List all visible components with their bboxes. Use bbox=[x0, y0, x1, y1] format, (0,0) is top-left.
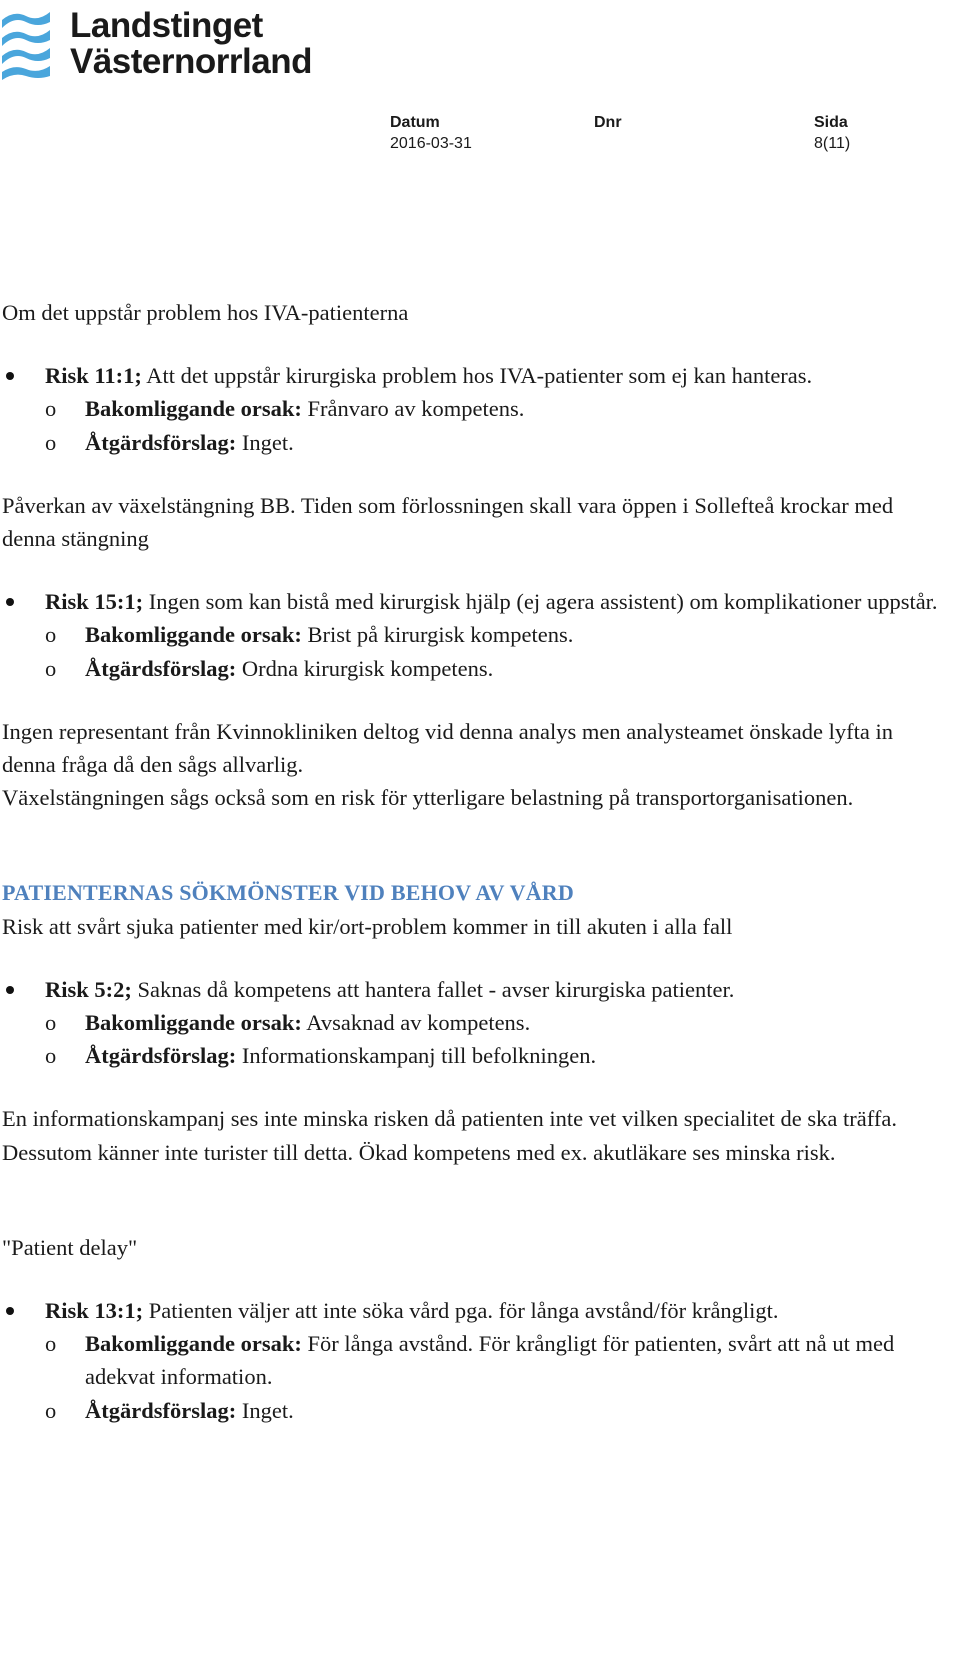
datum-label: Datum bbox=[390, 114, 440, 131]
patient-risk-item bbox=[2, 973, 952, 1073]
patient-action-label: Åtgärdsförslag: bbox=[85, 1043, 237, 1069]
sida-label: Sida bbox=[814, 114, 848, 131]
iva-section-title: Om det uppstår problem hos IVA-patienterna bbox=[2, 300, 409, 325]
delay-risk-label: Risk 13:1; bbox=[45, 1298, 144, 1324]
iva-cause-text: Frånvaro av kompetens. bbox=[301, 396, 525, 422]
patient-action-item bbox=[2, 1039, 952, 1072]
bb-cause-item bbox=[2, 618, 952, 651]
delay-risk-item bbox=[2, 1294, 952, 1427]
bb-cause-text: Brist på kirurgisk kompetens. bbox=[301, 622, 574, 648]
patient-cause-label: Bakomliggande orsak: bbox=[85, 1010, 302, 1036]
sub-marker: o bbox=[45, 655, 57, 681]
patient-risk-list bbox=[2, 973, 952, 1073]
sub-marker: o bbox=[45, 1397, 57, 1423]
sub-marker: o bbox=[45, 1331, 57, 1357]
iva-risk-label: Risk 11:1; bbox=[45, 363, 142, 389]
iva-risk-list bbox=[2, 359, 952, 459]
delay-action-item bbox=[2, 1394, 952, 1427]
sub-marker: o bbox=[45, 1043, 57, 1069]
sub-marker: o bbox=[45, 622, 57, 648]
bb-action-label: Åtgärdsförslag: bbox=[85, 655, 237, 681]
landstinget-logo bbox=[0, 6, 330, 86]
delay-action-label: Åtgärdsförslag: bbox=[85, 1397, 237, 1423]
patient-cause-item bbox=[2, 1006, 952, 1039]
logo-line-2: Västernorrland bbox=[70, 42, 312, 81]
sida-block bbox=[814, 114, 850, 153]
section-heading: PATIENTERNAS SÖKMÖNSTER VID BEHOV AV VÅRD bbox=[2, 880, 574, 906]
bb-section-title: Påverkan av växelstängning BB. Tiden som förlossningen skall vara öppen i Sollefteå krockar med denna stängning bbox=[2, 492, 894, 552]
patient-risk-text: Saknas då kompetens att hantera fallet - avser kirurgiska patienter. bbox=[131, 976, 735, 1002]
document-body bbox=[2, 296, 952, 1427]
delay-risk-text: Patienten väljer att inte söka vård pga. för långa avstånd/för krångligt. bbox=[143, 1298, 779, 1324]
delay-cause-label: Bakomliggande orsak: bbox=[85, 1331, 302, 1357]
sub-marker: o bbox=[45, 429, 57, 455]
iva-risk-item bbox=[2, 359, 952, 459]
patient-risk-label: Risk 5:2; bbox=[45, 976, 132, 1002]
iva-cause-item bbox=[2, 392, 952, 425]
delay-cause-text: För långa avstånd. För krångligt för patienten, svårt att nå ut med adekvat information. bbox=[85, 1331, 895, 1390]
dnr-block bbox=[594, 114, 622, 132]
iva-cause-label: Bakomliggande orsak: bbox=[85, 396, 302, 422]
patient-note: En informationskampanj ses inte minska risken då patienten inte vet vilken specialitet de ska träffa. Dessutom känner inte turister till detta. Ökad kompetens med ex. akutläkare ses minska risk. bbox=[2, 1106, 897, 1165]
sub-marker: o bbox=[45, 1010, 57, 1036]
bb-note-1: Ingen representant från Kvinnokliniken deltog vid denna analys men analysteamet önskade lyfta in denna fråga då den sågs allvarlig. bbox=[2, 718, 893, 778]
patient-action-text: Informationskampanj till befolkningen. bbox=[236, 1043, 597, 1069]
iva-action-text: Inget. bbox=[236, 429, 294, 455]
bb-note-2: Växelstängningen sågs också som en risk för ytterligare belastning på transportorganisationen. bbox=[2, 785, 854, 811]
datum-block bbox=[390, 114, 472, 153]
dnr-label: Dnr bbox=[594, 114, 622, 131]
bb-risk-text: Ingen som kan bistå med kirurgisk hjälp (ej agera assistent) om komplikationer uppstår. bbox=[143, 589, 938, 615]
delay-section-title: "Patient delay" bbox=[2, 1234, 138, 1260]
sub-marker: o bbox=[45, 396, 57, 422]
logo-line-1: Landstinget bbox=[70, 6, 263, 45]
bb-action-text: Ordna kirurgisk kompetens. bbox=[236, 655, 494, 681]
patient-intro: Risk att svårt sjuka patienter med kir/ort-problem kommer in till akuten i alla fall bbox=[2, 913, 733, 939]
iva-action-item bbox=[2, 426, 952, 459]
bb-action-item bbox=[2, 652, 952, 685]
delay-cause-item bbox=[2, 1327, 952, 1393]
iva-risk-text: Att det uppstår kirurgiska problem hos IVA-patienter som ej kan hanteras. bbox=[141, 363, 813, 389]
iva-action-label: Åtgärdsförslag: bbox=[85, 429, 237, 455]
bb-risk-item bbox=[2, 585, 952, 685]
patient-cause-text: Avsaknad av kompetens. bbox=[301, 1010, 531, 1036]
datum-value: 2016-03-31 bbox=[390, 135, 472, 152]
bb-risk-label: Risk 15:1; bbox=[45, 589, 144, 615]
delay-action-text: Inget. bbox=[236, 1397, 294, 1423]
sida-value: 8(11) bbox=[814, 135, 851, 152]
delay-risk-list bbox=[2, 1294, 952, 1427]
logo-waves-icon bbox=[0, 6, 54, 80]
bb-cause-label: Bakomliggande orsak: bbox=[85, 622, 302, 648]
bb-risk-list bbox=[2, 585, 952, 685]
